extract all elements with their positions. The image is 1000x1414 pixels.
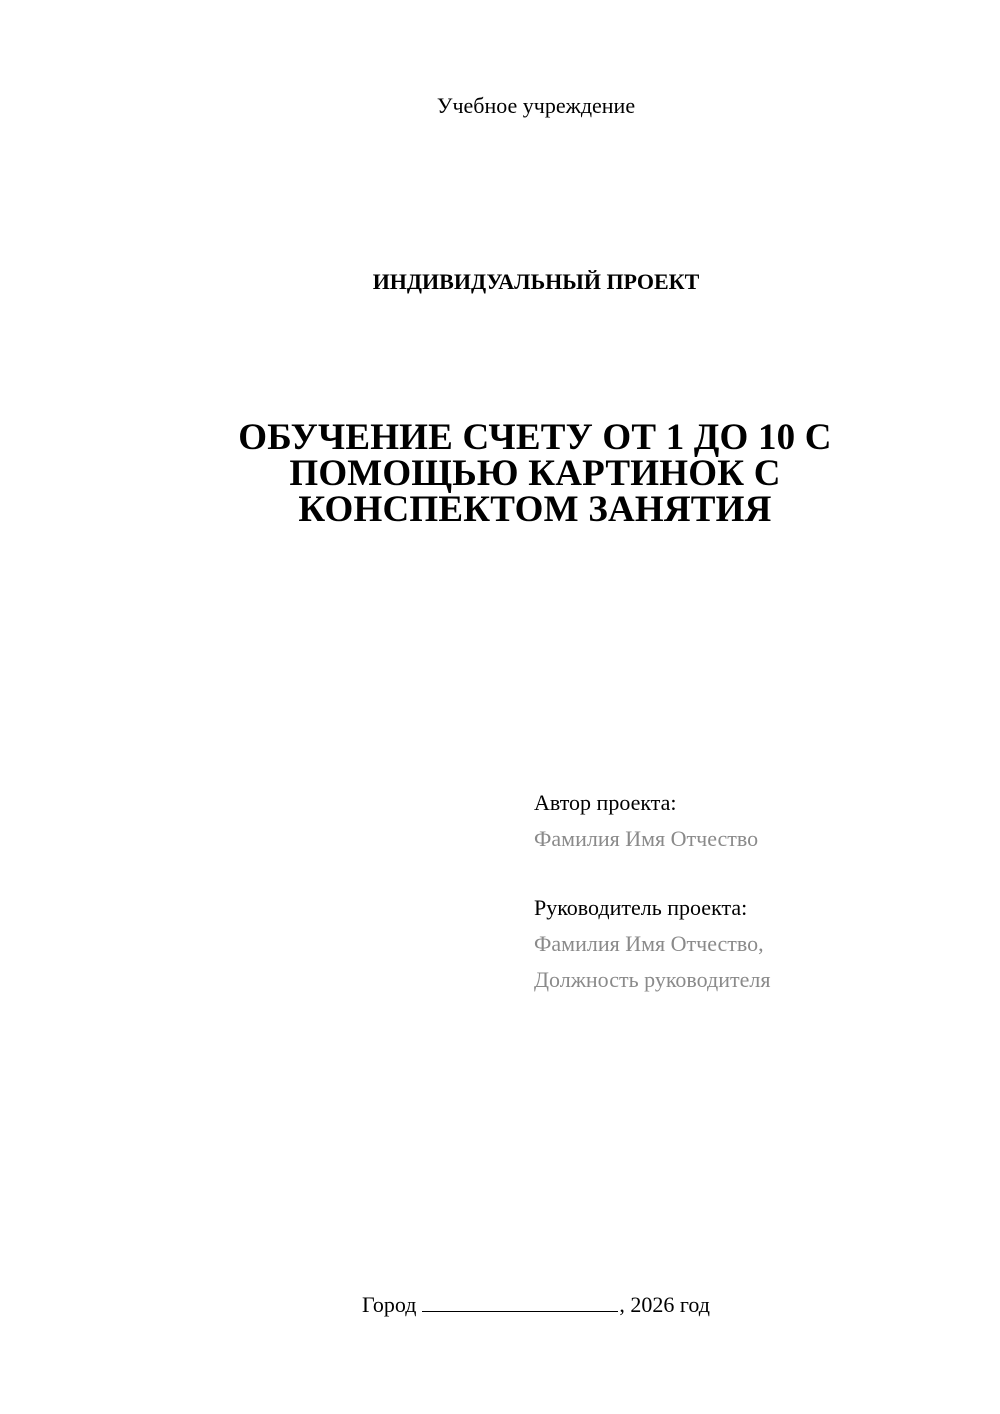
author-label: Автор проекта: (534, 790, 677, 815)
supervisor-position: Должность руководителя (534, 967, 771, 992)
city-year-line (0, 1290, 1000, 1320)
title-line-1: ОБУЧЕНИЕ СЧЕТУ ОТ 1 ДО 10 С (238, 417, 832, 458)
document-title (140, 417, 930, 530)
author-name: Фамилия Имя Отчество (534, 826, 759, 851)
city-label: Город (362, 1292, 417, 1317)
year-text: , 2026 год (619, 1292, 710, 1317)
supervisor-label: Руководитель проекта: (534, 895, 748, 920)
city-blank-underline (422, 1291, 618, 1312)
supervisor-name: Фамилия Имя Отчество, (534, 931, 764, 956)
supervisor-block (534, 890, 974, 998)
document-type: ИНДИВИДУАЛЬНЫЙ ПРОЕКТ (372, 269, 700, 294)
author-block (534, 785, 974, 857)
institution-name: Учебное учреждение (436, 93, 636, 118)
title-line-3: КОНСПЕКТОМ ЗАНЯТИЯ (298, 489, 772, 530)
title-line-2: ПОМОЩЬЮ КАРТИНОК С (289, 453, 781, 494)
